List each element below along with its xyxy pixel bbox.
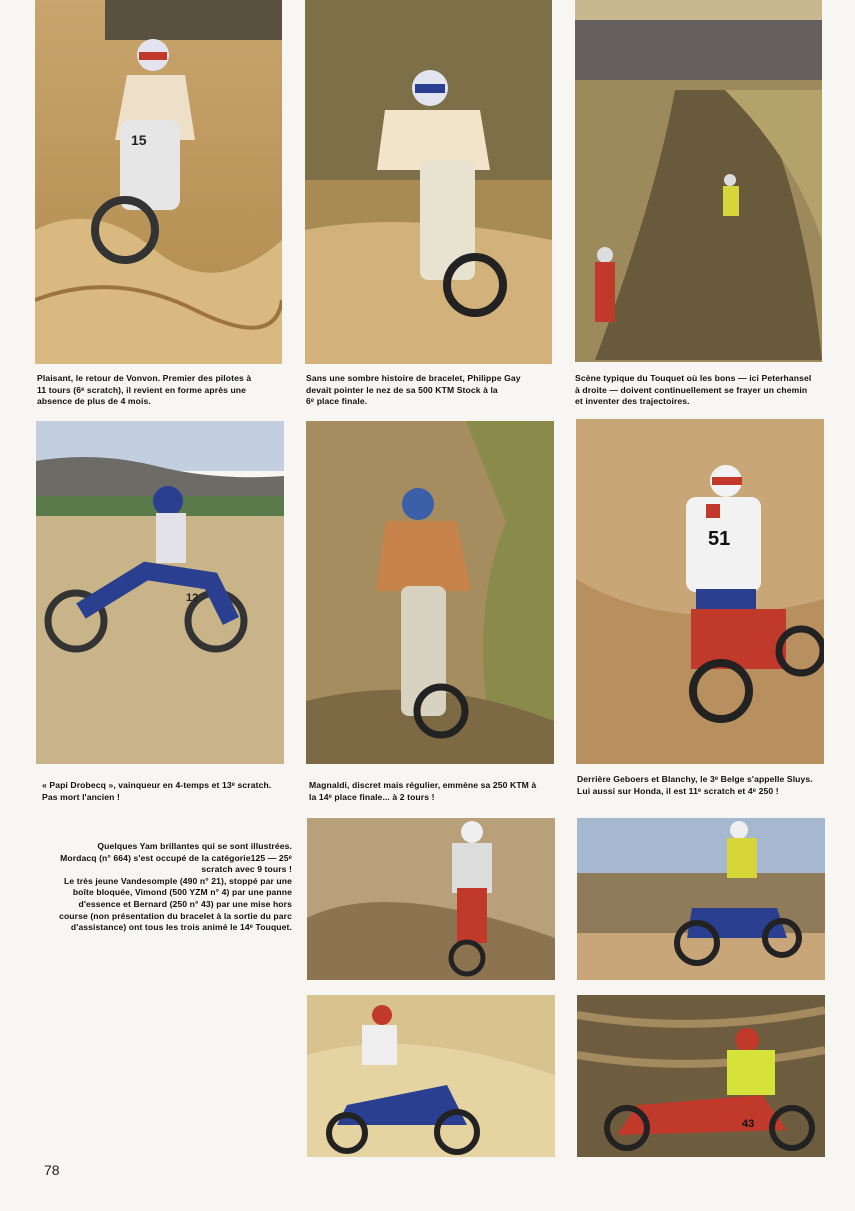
motorcycle-icon — [577, 995, 825, 1157]
crowd-icon — [575, 0, 822, 362]
photo-vonvon — [35, 0, 282, 364]
caption-yamaha-riders: Quelques Yam brillantes qui se sont illustrées. Mordacq (n° 664) s'est occupé de la catégorie125 — 25ᵉ scratch avec 9 tours ! Le très jeune Vandesomple (490 n° 21), stoppé par une boîte bloquée, Vimond (500 YZM n° 4) par une panne d'essence et Bernard (250 n° 43) par une mise hors course (non présentation du bracelet à la sortie du parc d'assistance) ont tous les trois animé le 14ᵉ Touquet. — [59, 841, 292, 933]
caption-touquet-scene: Scène typique du Touquet où les bons — ici Peterhansel à droite — doivent continuellement se frayer un chemin et inventer des trajectoires. — [575, 373, 812, 407]
photo-magnaldi — [306, 421, 554, 764]
rider-helmet-icon — [306, 421, 554, 764]
rider-helmet-icon — [35, 0, 282, 364]
motorcycle-icon — [577, 818, 825, 980]
page-number: 78 — [44, 1162, 60, 1178]
race-number: 15 — [131, 132, 147, 148]
rider-helmet-icon — [307, 818, 555, 980]
caption-philippe-gay: Sans une sombre histoire de bracelet, Philippe Gay devait pointer le nez de sa 500 KTM Stock à la 6ᵉ place finale. — [306, 373, 521, 407]
caption-papi-drobecq: « Papi Drobecq », vainqueur en 4-temps et 13ᵉ scratch. Pas mort l'ancien ! — [42, 780, 272, 802]
photo-yamaha-dunes — [307, 995, 555, 1157]
race-number: 12 — [186, 592, 199, 604]
race-number: 51 — [708, 528, 731, 550]
photo-touquet-scene — [575, 0, 822, 362]
race-number: 43 — [742, 1118, 755, 1130]
photo-sluys — [576, 419, 824, 764]
motorcycle-icon — [307, 995, 555, 1157]
photo-yamaha-spectators — [577, 818, 825, 980]
caption-magnaldi: Magnaldi, discret mais régulier, emmène sa 250 KTM à la 14ᵉ place finale... à 2 tours ! — [309, 780, 537, 802]
rider-helmet-icon — [305, 0, 552, 364]
motorcycle-icon — [36, 421, 284, 764]
photo-yamaha-sand-spray — [307, 818, 555, 980]
photo-papi-drobecq — [36, 421, 284, 764]
caption-sluys: Derrière Geboers et Blanchy, le 3ᵉ Belge s'appelle Sluys. Lui aussi sur Honda, il est 11ᵉ scratch et 4ᵉ 250 ! — [577, 774, 813, 796]
rider-helmet-icon — [576, 419, 824, 764]
photo-philippe-gay — [305, 0, 552, 364]
caption-vonvon: Plaisant, le retour de Vonvon. Premier des pilotes à 11 tours (6ᵉ scratch), il revient en forme après une absence de plus de 4 mois. — [37, 373, 252, 407]
photo-yamaha-43 — [577, 995, 825, 1157]
